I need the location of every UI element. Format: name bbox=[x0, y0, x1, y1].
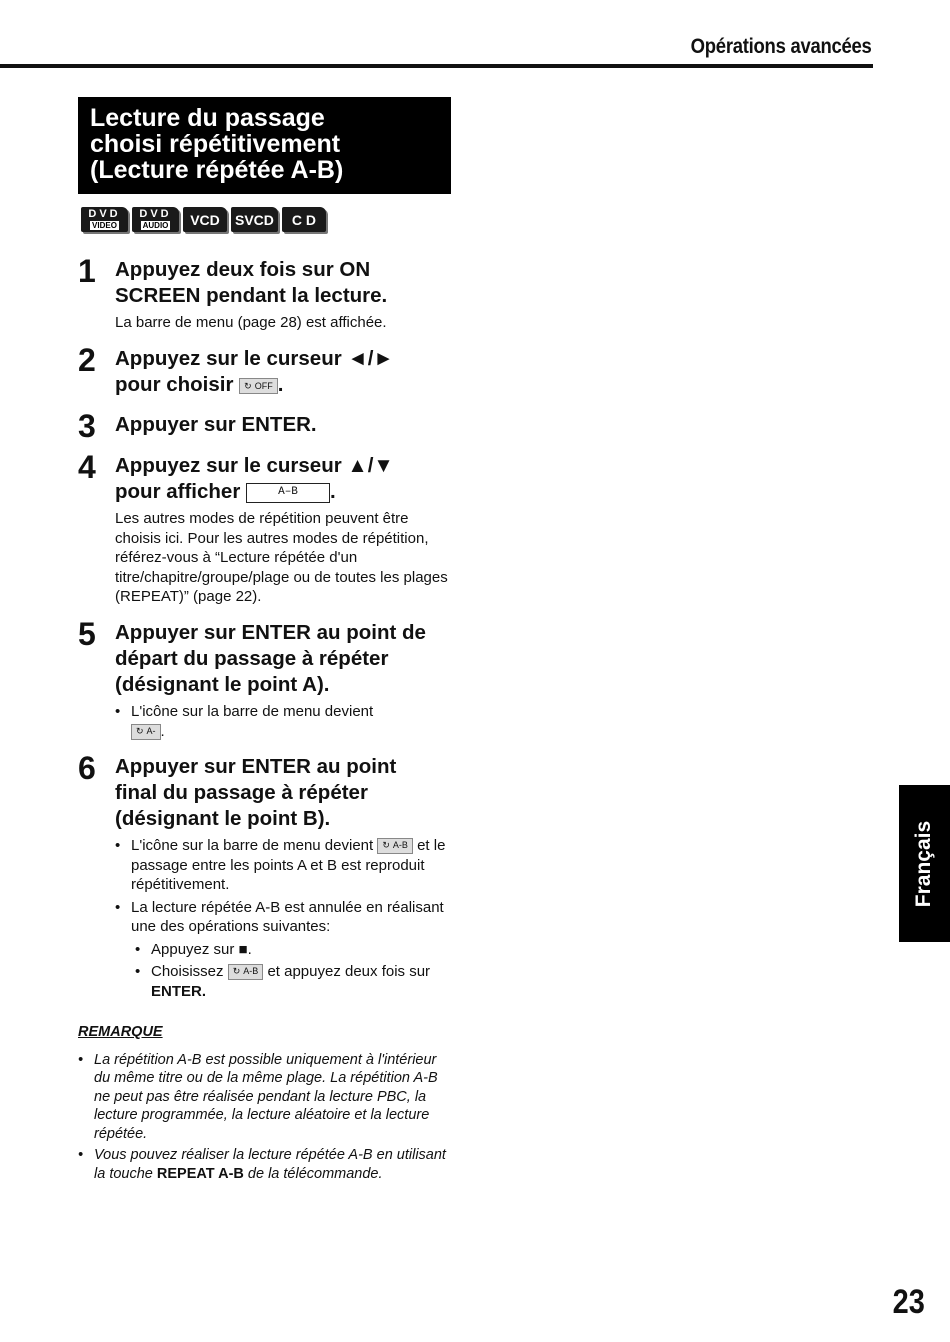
page-title bbox=[78, 97, 451, 194]
step-text: Les autres modes de répétition peuvent être choisis ici. Pour les autres modes de répétition, référez-vous à “Lecture répétée d'un titre/chapitre/groupe/plage ou de toutes les plages (REPEAT)” (page 22). bbox=[115, 510, 448, 605]
vcd-badge: VCD bbox=[183, 207, 227, 232]
step-number: 4 bbox=[78, 449, 96, 485]
step-heading: Appuyer sur ENTER au point final du passage à répéter (désignant le point B). bbox=[115, 755, 397, 830]
note-item: • Vous pouvez réaliser la lecture répétée A-B en utilisant la touche REPEAT A-B de la télécommande. bbox=[78, 1147, 446, 1182]
step-text bbox=[115, 702, 450, 741]
step-3 bbox=[78, 408, 450, 444]
cd-badge: C D bbox=[282, 207, 326, 232]
repeat-icon: ↻ bbox=[232, 966, 241, 977]
sub-list-item: • Choisissez ↻ A-B et appuyez deux fois sur ENTER. bbox=[135, 963, 431, 1000]
list-item: • L'icône sur la barre de menu devient ↻ A- . bbox=[115, 703, 374, 740]
step-2 bbox=[78, 342, 450, 398]
step-text bbox=[115, 836, 450, 1001]
step-heading: Appuyer sur ENTER au point de départ du passage à répéter (désignant le point A). bbox=[115, 621, 426, 696]
list-item: • La lecture répétée A-B est annulée en réalisant une des opérations suivantes: bbox=[115, 898, 444, 935]
repeat-ab-osd-icon: ↻ A-B bbox=[228, 964, 264, 980]
step-heading: Appuyez sur le curseur ◄/► pour choisir ↻ OFF . bbox=[115, 346, 450, 398]
step-number: 5 bbox=[78, 616, 96, 652]
title-line: (Lecture répétée A-B) bbox=[90, 156, 344, 184]
page-number: 23 bbox=[892, 1283, 925, 1321]
step-1 bbox=[78, 253, 450, 333]
remark-title: REMARQUE bbox=[78, 1024, 163, 1040]
step-5 bbox=[78, 616, 450, 741]
svcd-badge: SVCD bbox=[231, 207, 278, 232]
title-line: Lecture du passage bbox=[90, 104, 325, 132]
step-number: 2 bbox=[78, 342, 96, 378]
dvd-audio-badge: DVD AUDIO bbox=[132, 207, 179, 232]
disc-badges bbox=[81, 207, 326, 232]
step-4 bbox=[78, 449, 450, 607]
list-item: • L'icône sur la barre de menu devient ↻ A-B et le passage entre les points A et B est reproduit répétitivement. bbox=[115, 837, 446, 893]
header-rule bbox=[0, 64, 873, 68]
step-heading: Appuyez sur le curseur ▲/▼ pour afficher A–B . bbox=[115, 454, 394, 503]
repeat-a-osd-icon: ↻ A- bbox=[131, 724, 161, 740]
step-number: 6 bbox=[78, 750, 96, 786]
step-number: 1 bbox=[78, 253, 96, 289]
step-number: 3 bbox=[78, 408, 96, 444]
note-item: • La répétition A-B est possible uniquement à l'intérieur du même titre ou de la même plage. La répétition A-B ne peut pas être réalisée pendant la lecture PBC, la lecture programmée, la lecture aléatoire et la lecture répétée. bbox=[78, 1051, 438, 1142]
dvd-video-badge: DVD VIDEO bbox=[81, 207, 128, 232]
title-line: choisi répétitivement bbox=[90, 130, 341, 158]
remark-note bbox=[78, 1023, 448, 1183]
step-heading: Appuyer sur ENTER. bbox=[115, 413, 317, 436]
repeat-icon: ↻ bbox=[244, 380, 252, 391]
language-tab: Français bbox=[899, 785, 950, 942]
sub-list-item: • Appuyez sur ■. bbox=[135, 940, 252, 958]
repeat-ab-osd-icon: ↻ A-B bbox=[377, 838, 413, 854]
repeat-off-osd-icon: ↻ OFF bbox=[239, 378, 278, 394]
repeat-icon: ↻ bbox=[136, 725, 144, 736]
step-text: La barre de menu (page 28) est affichée. bbox=[115, 314, 387, 331]
step-6 bbox=[78, 750, 450, 1001]
section-title: Opérations avancées bbox=[691, 35, 872, 58]
step-heading: Appuyez deux fois sur ON SCREEN pendant la lecture. bbox=[115, 258, 388, 307]
repeat-icon: ↻ bbox=[382, 840, 390, 851]
ab-mode-osd-box: A–B bbox=[246, 483, 330, 503]
